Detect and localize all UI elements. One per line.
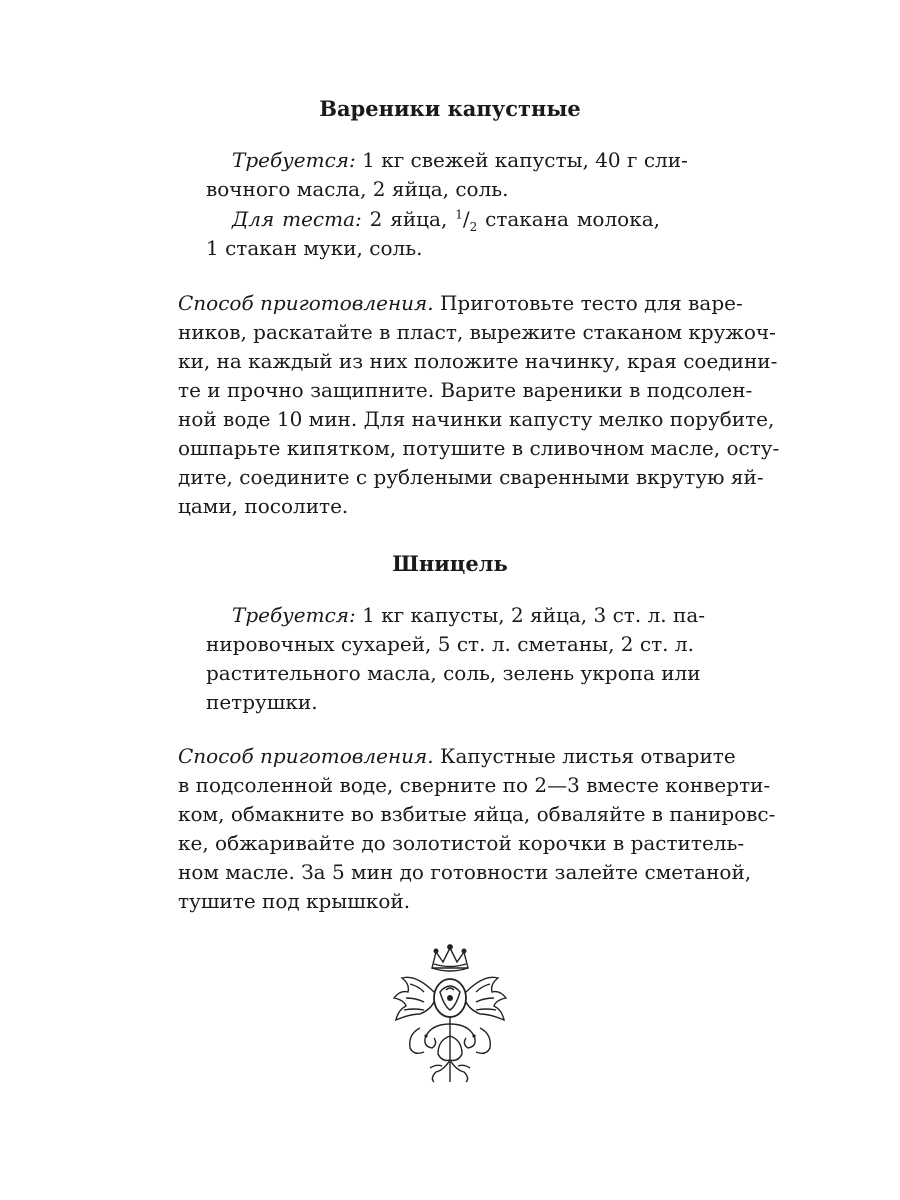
crest-ornament-icon (380, 940, 520, 1085)
method-line: ки, на каждый из них положите начинку, края соедини- (178, 349, 778, 373)
ingredients-text: 1 кг свежей капусты, 40 г сли- (355, 148, 688, 172)
method-label: Способ приготовления. (178, 744, 434, 768)
ingredients-line: нировочных сухарей, 5 ст. л. сметаны, 2 ст. л. (206, 632, 694, 656)
method-line: цами, посолите. (178, 494, 349, 518)
dough-text: стакана молока, (477, 207, 660, 231)
ingredients-line: петрушки. (206, 690, 318, 714)
fraction-numerator: 1 (455, 207, 463, 222)
method-line: дите, соедините с рублеными сваренными вкрутую яй- (178, 465, 764, 489)
ingredients-line (232, 601, 705, 630)
recipe-title: Шницель (392, 551, 508, 576)
dough-text: 2 яйца, (361, 207, 456, 231)
fraction-slash: / (462, 207, 470, 231)
method-line: ошпарьте кипятком, потушите в сливочном масле, осту- (178, 436, 780, 460)
method-line: ке, обжаривайте до золотистой корочки в раститель- (178, 831, 745, 855)
ingredients-label: Требуется: (232, 603, 356, 627)
ingredients-line: вочного масла, 2 яйца, соль. (206, 177, 509, 201)
dough-label: Для теста: (232, 207, 362, 231)
method-label: Способ приготовления. (178, 291, 434, 315)
ingredients-line (232, 146, 688, 175)
method-text: Капустные листья отварите (433, 744, 736, 768)
ingredients-label: Требуется: (232, 148, 356, 172)
dough-line: 1 стакан муки, соль. (206, 236, 423, 260)
method-line: ной воде 10 мин. Для начинки капусту мелко порубите, (178, 407, 775, 431)
method-line (178, 742, 736, 771)
recipe-title: Вареники капустные (319, 96, 581, 121)
ingredients-line: растительного масла, соль, зелень укропа или (206, 661, 701, 685)
method-line (178, 289, 743, 318)
method-line: ников, раскатайте в пласт, вырежите стаканом кружоч- (178, 320, 776, 344)
fraction-denominator: 2 (469, 220, 478, 234)
method-text: Приготовьте тесто для варе- (433, 291, 743, 315)
method-line: те и прочно защипните. Варите вареники в подсолен- (178, 378, 753, 402)
method-line: тушите под крышкой. (178, 889, 411, 913)
ingredients-text: 1 кг капусты, 2 яйца, 3 ст. л. па- (355, 603, 705, 627)
fraction (455, 207, 478, 234)
method-line: ком, обмакните во взбитые яйца, обваляйте в панировс- (178, 802, 776, 826)
method-line: ном масле. За 5 мин до готовности залейте сметаной, (178, 860, 752, 884)
method-line: в подсоленной воде, сверните по 2—3 вместе конверти- (178, 773, 771, 797)
dough-line (232, 205, 660, 234)
